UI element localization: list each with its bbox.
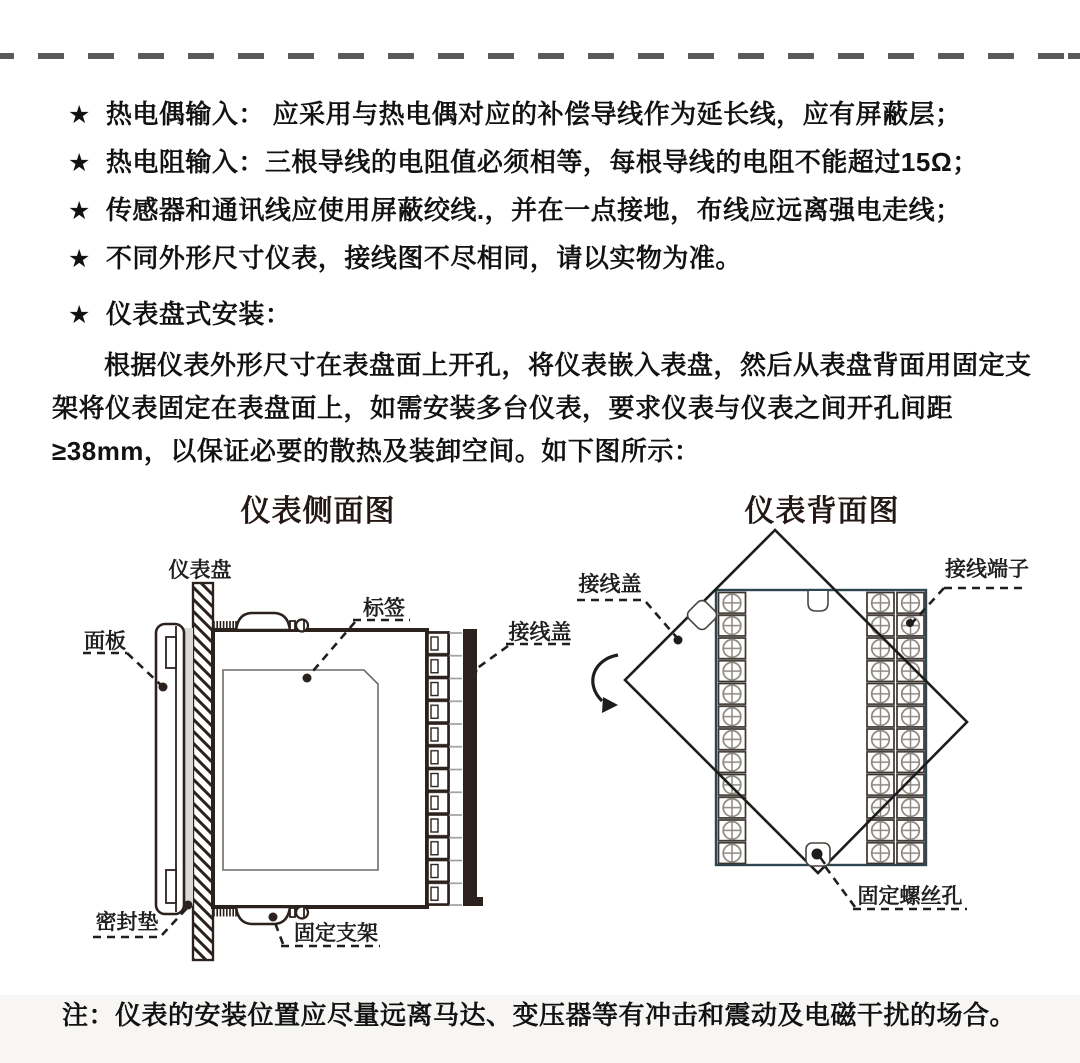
faceplate-bezel xyxy=(156,624,184,914)
label-mounting-panel: 仪表盘 xyxy=(168,559,232,582)
leader-faceplate xyxy=(83,653,163,687)
leader-dot xyxy=(674,636,683,645)
star-icon: ★ xyxy=(68,197,91,225)
label-wiring-cover: 接线盖 xyxy=(578,573,642,596)
cover-notch xyxy=(685,598,719,632)
leader-dot xyxy=(159,683,168,692)
leader-dot xyxy=(471,668,478,675)
back-view-diagram xyxy=(570,515,1045,925)
leader-wiring-cover xyxy=(577,600,678,639)
label-faceplate: 面板 xyxy=(84,630,126,653)
note-text: 传感器和通讯线应使用屏蔽绞线.，并在一点接地，布线应远离强电走线； xyxy=(105,195,962,225)
label-bracket: 固定支架 xyxy=(294,922,378,945)
section-panel-mounting xyxy=(68,294,291,331)
side-view-diagram xyxy=(55,545,575,990)
leader-dot xyxy=(906,619,914,627)
installation-paragraph: 根据仪表外形尺寸在表盘面上开孔，将仪表嵌入表盘，然后从表盘背面用固定支架将仪表固定在表盘面上，如需安装多台仪表，要求仪表与仪表之间开孔间距≥38mm，以保证必要的散热及装卸空间。如下图所示： xyxy=(52,350,1032,466)
terminal-stack xyxy=(427,632,462,905)
label-terminal: 接线端子 xyxy=(945,558,1029,581)
side-view-title: 仪表侧面图 xyxy=(240,495,396,528)
gasket-strip xyxy=(184,628,193,906)
page-top-dashed-separator xyxy=(0,53,1080,59)
rotation-arrow-icon xyxy=(593,655,618,713)
note-text: 热电偶输入： 应采用与热电偶对应的补偿导线作为延长线，应有屏蔽层； xyxy=(105,99,962,129)
label-screw-hole: 固定螺丝孔 xyxy=(857,885,963,908)
label-sticker: 标签 xyxy=(363,597,405,620)
footer-note: 注：仪表的安装位置应尽量远离马达、变压器等有冲击和震动及电磁干扰的场合。 xyxy=(62,1000,1017,1030)
note-dimensions xyxy=(68,238,742,275)
leader-dot xyxy=(303,674,312,683)
note-text: 热电阻输入：三根导线的电阻值必须相等，每根导线的电阻不能超过15Ω； xyxy=(105,147,979,177)
note-sensor-wiring xyxy=(68,190,962,227)
back-view-title: 仪表背面图 xyxy=(744,495,900,528)
fixing-screw-hole xyxy=(806,843,830,866)
leader-dot xyxy=(269,913,278,922)
leader-dot xyxy=(184,901,193,910)
sticker-area xyxy=(223,670,378,870)
label-gasket: 密封垫 xyxy=(95,911,159,934)
star-icon: ★ xyxy=(68,301,91,329)
mounting-panel-hatched-bar xyxy=(193,583,213,960)
panel-top-notch xyxy=(808,591,828,611)
note-thermocouple xyxy=(68,94,962,131)
star-icon: ★ xyxy=(68,149,91,177)
star-icon: ★ xyxy=(68,101,91,129)
leader-wiring-cover xyxy=(476,644,575,669)
note-rtd xyxy=(68,142,979,179)
label-wiring-cover: 接线盖 xyxy=(508,621,572,644)
section-title: 仪表盘式安装： xyxy=(105,299,292,329)
note-text: 不同外形尺寸仪表，接线图不尽相同，请以实物为准。 xyxy=(105,243,742,273)
terminal-column-left xyxy=(718,592,747,865)
star-icon: ★ xyxy=(68,245,91,273)
leader-terminal xyxy=(912,588,1026,623)
